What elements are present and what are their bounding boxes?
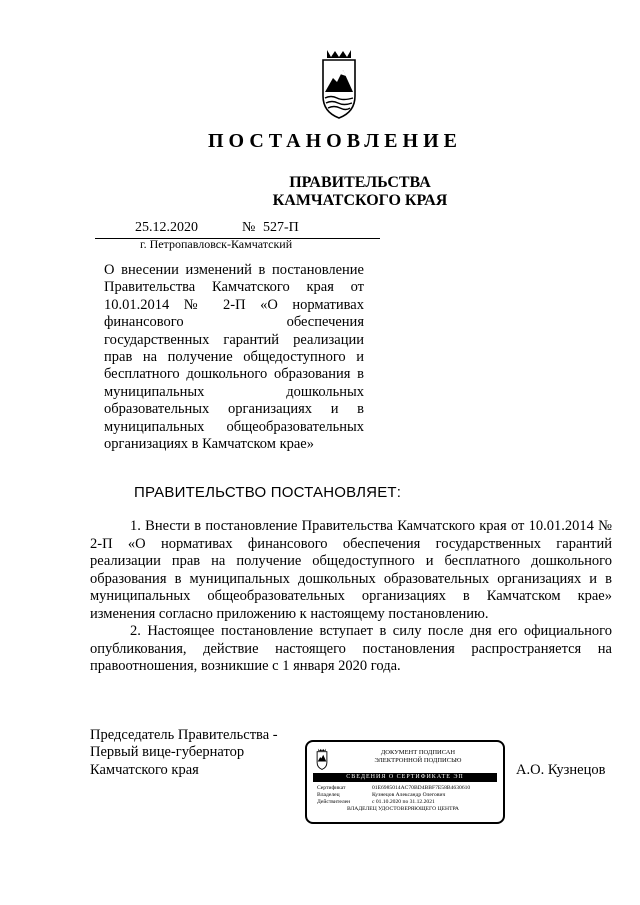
signer-name: А.О. Кузнецов [516,762,606,778]
kamchatka-coat-of-arms-icon [315,748,329,770]
position-line-1: Председатель Правительства - [90,727,278,743]
stamp-details [317,785,497,813]
paragraph-2: 2. Настоящее постановление вступает в силу после дня его официального опубликования, действие настоящего постановления распространяется на правоотношения, возникшие с 1 января 2020 года. [90,623,612,674]
document-subject: О внесении изменений в постановление Правительства Камчатского края от 10.01.2014 № 2-П «О нормативах финансового обеспечения государственных гарантий реализации прав на получение общедоступного и бесплатного дошкольного образования в муниципальных дошкольных образовательных организациях и в муниципальных общеобразовательных организациях в Камчатском крае» [104,262,364,453]
stamp-line-2: ЭЛЕКТРОННОЙ ПОДПИСЬЮ [374,757,462,764]
document-date: 25.12.2020 [135,220,198,235]
position-line-3: Камчатского края [90,761,199,778]
signatory-position [90,727,278,779]
validity-value: с 01.10.2020 по 31.12.2021 [372,799,435,805]
stamp-header [337,749,499,765]
position-line-2: Первый вице-губернатор [90,744,245,761]
stamp-row-certificate [317,785,497,792]
document-type-title: ПОСТАНОВЛЕНИЕ [208,130,462,152]
document-number: 527-П [263,220,299,235]
owner-label: Владелец [317,792,340,798]
kamchatka-coat-of-arms-icon [319,48,359,120]
paragraph-1: 1. Внести в постановление Правительства Камчатского края от 10.01.2014 № 2-П «О нормативах финансового обеспечения государственных гарантий реализации прав на получение общедоступного и бесплатного дошкольного образования в муниципальных дошкольных образовательных организациях и в муниципальных общеобразовательных организациях в Камчатском крае» изменения согласно приложению к настоящему постановлению. [90,518,612,622]
stamp-footer [317,806,497,813]
stamp-info-bar: СВЕДЕНИЯ О СЕРТИФИКАТЕ ЭП [313,773,497,782]
authority-line-2: КАМЧАТСКОГО КРАЯ [272,192,448,209]
issuing-authority [260,174,460,210]
decree-heading: ПРАВИТЕЛЬСТВО ПОСТАНОВЛЯЕТ: [134,484,402,501]
electronic-signature-stamp [305,740,505,824]
stamp-footer-text: ВЛАДЕЛЕЦ УДОСТОВЕРЯЮЩЕГО ЦЕНТРА [347,806,459,812]
validity-label: Действителен [317,799,351,805]
stamp-row-owner [317,792,497,799]
city-name: г. Петропавловск-Камчатский [140,237,293,251]
certificate-label: Сертификат [317,785,346,791]
authority-line-1: ПРАВИТЕЛЬСТВА [289,174,431,191]
number-sign: № [242,220,256,235]
stamp-row-validity [317,799,497,806]
owner-value: Кузнецов Александр Олегович [372,792,446,798]
stamp-line-1: ДОКУМЕНТ ПОДПИСАН [380,749,456,756]
certificate-value: 01E6985014AC70BD4BBF7E58B4630610 [372,785,471,791]
